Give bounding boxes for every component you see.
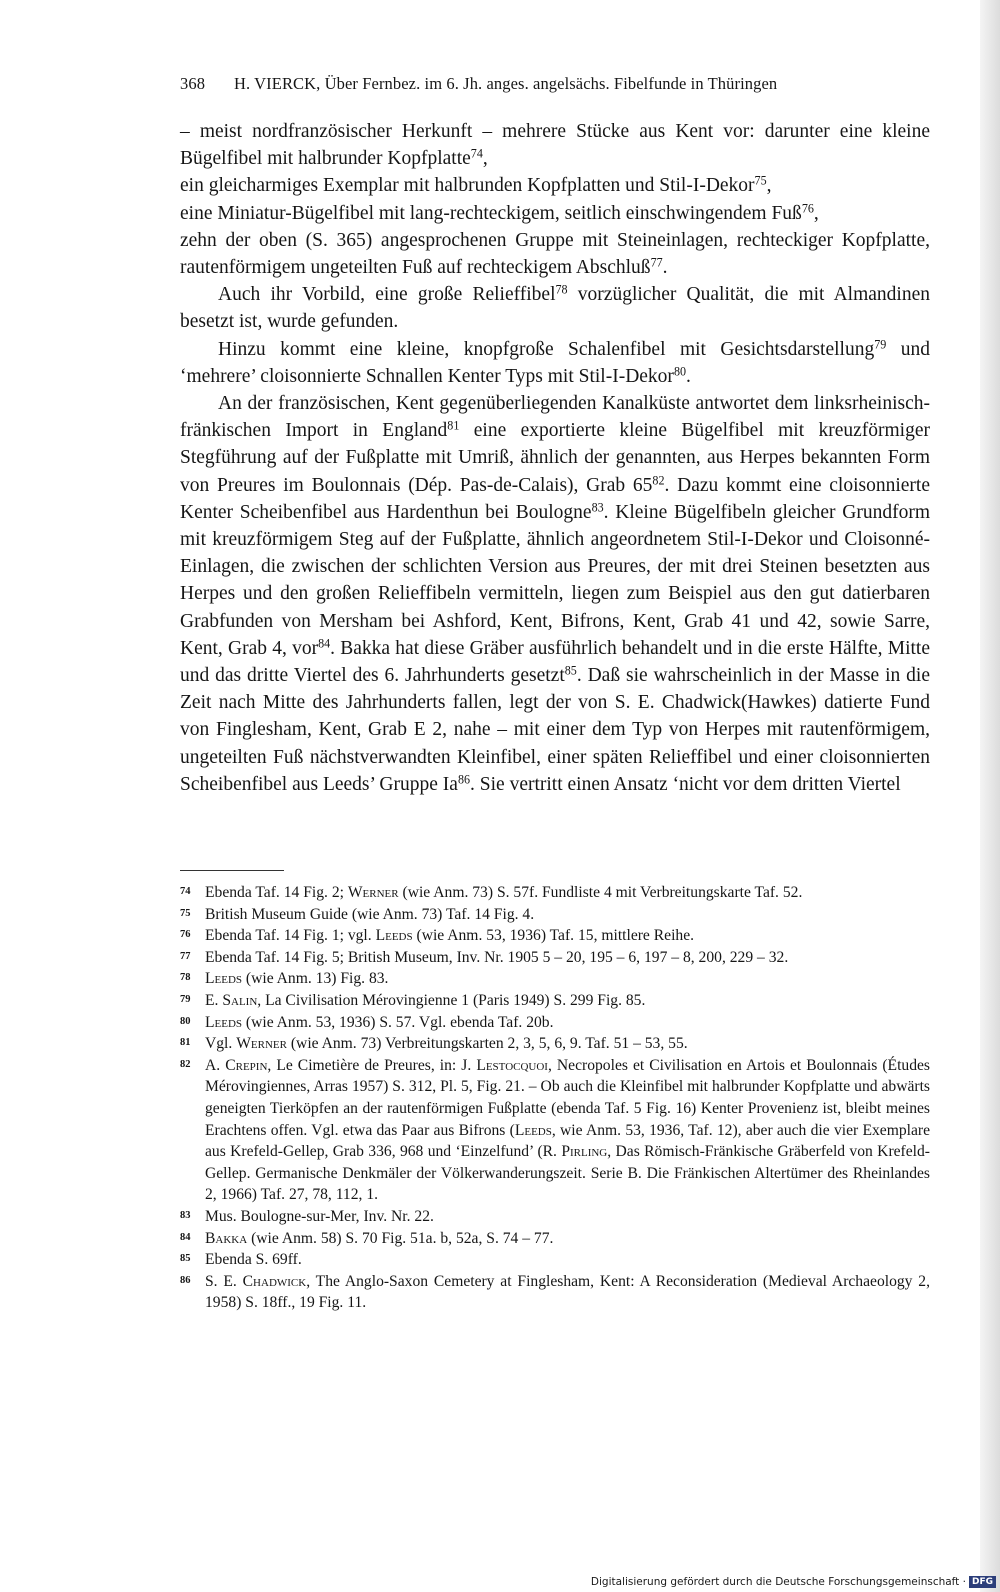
footnote-text: British Museum Guide (wie Anm. 73) Taf. 14 Fig. 4.	[205, 905, 535, 923]
footnote-number: 84	[180, 1231, 191, 1243]
footnote-ref-86[interactable]: 86	[457, 772, 471, 787]
page-number: 368	[180, 74, 206, 93]
footnote-number: 74	[180, 886, 191, 897]
footnote-text: , Das Römisch-Fränkische Gräberfeld von Krefeld-Gellep. Germanische Denkmäler der Völkerwanderungszeit. Serie B. Die Fränkischen Altertümer des Rheinlandes 2, 1966) Taf. 27, 78, 112, 1.	[205, 1143, 930, 1204]
p3-a: Hinzu kommt eine kleine, knopfgroße Schalenfibel mit Gesichtsdarstellung	[218, 338, 875, 360]
footnote-ref-75[interactable]: 75	[754, 173, 767, 188]
p4-d: . Kleine Bügelfibeln gleicher Grundform mit kreuzförmigem Steg auf der Fußplatte, ähnlich angeordnetem Stil-I-Dekor und Cloisonné-Einlagen, die zwischen der schlichten Version aus Preures, der mit drei Steinen besetzten aus Herpes und den großen Relieffibeln vermitteln, liegen zum Beispiel aus den gut datierbaren Grabfunden von Mersham bei Ashford, Kent, Bifrons, Kent, Grab 41 und 42, sowie Sarre, Kent, Grab 4, vor	[180, 501, 930, 659]
author-name: Crepin	[225, 1056, 268, 1074]
p1-b-end: ,	[766, 175, 772, 197]
footnote-83	[180, 1206, 930, 1228]
running-title: H. VIERCK, Über Fernbez. im 6. Jh. anges. angelsächs. Fibelfunde in Thüringen	[234, 74, 778, 93]
footnote-82	[180, 1055, 930, 1206]
p4-c: . Dazu kommt eine cloisonnierte Kenter Scheibenfibel aus Hardenthun bei Boulogne	[180, 474, 930, 523]
p3-b: und ‘mehrere’ cloisonnierte Schnallen Kenter Typs mit Stil-I-Dekor	[180, 338, 930, 387]
footnote-74	[180, 882, 930, 904]
p1-b: ein gleicharmiges Exemplar mit halbrunden Kopfplatten und Stil-I-Dekor	[180, 175, 755, 197]
footnote-text: (wie Anm. 53, 1936) Taf. 15, mittlere Reihe.	[412, 927, 695, 945]
p1-c: eine Miniatur-Bügelfibel mit lang-rechteckigem, seitlich einschwingendem Fuß	[180, 202, 802, 224]
footnote-number: 83	[180, 1209, 191, 1221]
footnote-text: E.	[205, 991, 223, 1009]
footnote-text: A.	[205, 1056, 226, 1074]
footnote-number: 80	[180, 1015, 191, 1027]
p1-c-end: ,	[813, 202, 819, 224]
footnote-number: 78	[180, 972, 191, 984]
p4-g: . Sie vertritt einen Ansatz ‘nicht vor dem dritten Viertel	[470, 773, 901, 795]
footnote-ref-78[interactable]: 78	[555, 282, 568, 297]
footnote-ref-82[interactable]: 82	[652, 473, 665, 487]
footnote-86	[180, 1271, 930, 1314]
p2-a: Auch ihr Vorbild, eine große Relieffibel	[218, 284, 556, 306]
p3-b-end: .	[686, 365, 691, 387]
credit-text: Digitalisierung gefördert durch die Deutsche Forschungsgemeinschaft ·	[590, 1576, 966, 1588]
author-name: Leeds	[205, 970, 243, 988]
p4-f: . Daß sie wahrscheinlich in der Masse in die Zeit nach Mitte des Jahrhunderts fallen, legt der von S. E. Chadwick(Hawkes) datierte Fund von Finglesham, Kent, Grab E 2, nahe – mit einer dem Typ von Herpes mit rautenförmigem, ungeteilten Fuß nächstverwandten Kleinfibel, einer späten Relieffibel und einer cloisonnierten Scheibenfibel aus Leeds’ Gruppe Ia	[180, 665, 930, 795]
footnote-number: 76	[180, 929, 191, 941]
footnote-text: , La Civilisation Mérovingienne 1 (Paris 1949) S. 299 Fig. 85.	[257, 991, 646, 1009]
footnote-78	[180, 968, 930, 990]
author-name: Leeds	[205, 1013, 243, 1031]
page-edge	[980, 0, 1000, 1592]
author-name: Bakka	[205, 1229, 248, 1247]
main-text	[180, 118, 930, 798]
footnote-text: (wie Anm. 73) Verbreitungskarten 2, 3, 5, 6, 9. Taf. 51 – 53, 55.	[286, 1035, 688, 1053]
footnote-ref-74[interactable]: 74	[470, 146, 483, 161]
footnote-text: , The Anglo-Saxon Cemetery at Finglesham, Kent: A Reconsideration (Medieval Archaeology 2, 1958) S. 18ff., 19 Fig. 11.	[205, 1272, 930, 1312]
footnote-81	[180, 1033, 930, 1055]
footnote-number: 77	[180, 950, 191, 962]
footnote-text: (wie Anm. 58) S. 70 Fig. 51a. b, 52a, S. 74 – 77.	[247, 1229, 554, 1247]
footnote-number: 86	[180, 1274, 191, 1286]
footnote-text: Ebenda Taf. 14 Fig. 2;	[205, 884, 348, 901]
footnote-ref-84[interactable]: 84	[318, 636, 331, 651]
footnote-ref-83[interactable]: 83	[591, 500, 604, 515]
footnote-text: , Necropoles et Civilisation en Artois et Boulonnais (Études Mérovingiennes, Arras 1957) S. 312, Pl. 5, Fig. 21. – Ob auch die Kleinfibel mit halbrunder Kopfplatte und abwärts geneigten Tierköpfen an der rautenförmigen Fußplatte (ebenda Taf. 5 Fig. 16) Kenter Provenienz ist, bleibt meines Erachtens offen. Vgl. etwa das Paar aus Bifrons (	[205, 1056, 930, 1139]
p4-e: . Bakka hat diese Gräber ausführlich behandelt und in die erste Hälfte, Mitte und das dritte Viertel des 6. Jahrhunderts gesetzt	[180, 637, 930, 687]
p1-a-end: ,	[482, 148, 488, 170]
footnote-76	[180, 925, 930, 947]
author-name: Leeds	[375, 927, 413, 945]
paragraph-2	[180, 281, 930, 335]
footnote-79	[180, 990, 930, 1012]
footnote-text: (wie Anm. 13) Fig. 83.	[242, 970, 389, 988]
footnotes	[180, 882, 930, 1314]
paragraph-1	[180, 118, 930, 281]
footnote-divider	[180, 870, 284, 871]
digitization-credit	[591, 1576, 996, 1588]
footnote-text: S. E.	[205, 1272, 243, 1290]
footnote-85	[180, 1249, 930, 1271]
footnote-number: 81	[180, 1037, 191, 1049]
footnote-ref-81[interactable]: 81	[447, 418, 460, 433]
footnote-text: Ebenda S. 69ff.	[205, 1251, 302, 1269]
paragraph-4	[180, 390, 930, 798]
p4-a: An der französischen, Kent gegenüberliegenden Kanalküste antwortet dem linksrheinisch-fränkischen Import in England	[180, 393, 930, 442]
p1-d: zehn der oben (S. 365) angesprochenen Gruppe mit Steineinlagen, rechteckiger Kopfplatte, rautenförmigem ungeteilten Fuß auf rechteckigem Abschluß	[180, 229, 930, 279]
author-name: Lestocquoi	[476, 1056, 548, 1074]
footnote-text: , Le Cimetière de Preures, in: J.	[267, 1056, 477, 1074]
footnote-ref-77[interactable]: 77	[650, 255, 663, 270]
footnote-text: Ebenda Taf. 14 Fig. 5; British Museum, Inv. Nr. 1905 5 – 20, 195 – 6, 197 – 8, 200, 229 – 32.	[205, 948, 789, 966]
author-name: Salin	[222, 991, 258, 1009]
footnote-text: , wie Anm. 53, 1936, Taf. 12), aber auch die vier Exemplare aus Krefeld-Gellep, Grab 336, 968 und ‘Einzelfund’ (R.	[205, 1121, 930, 1161]
running-header	[180, 74, 880, 94]
p4-b: eine exportierte kleine Bügelfibel mit kreuzförmiger Stegführung auf der Fußplatte mit Umriß, ähnlich der genannten, aus Herpes bekannten Form von Preures im Boulonnais (Dép. Pas-de-Calais), Grab 65	[180, 420, 931, 496]
footnote-ref-85[interactable]: 85	[564, 663, 577, 678]
p1-d-end: .	[662, 257, 668, 279]
footnote-ref-76[interactable]: 76	[801, 200, 814, 215]
p2-b: vorzüglicher Qualität, die mit Almandinen besetzt ist, wurde gefunden.	[180, 284, 930, 333]
footnote-ref-79[interactable]: 79	[874, 336, 887, 351]
footnote-number: 79	[180, 993, 191, 1005]
footnote-number: 85	[180, 1253, 191, 1265]
author-name: Pirling	[561, 1143, 608, 1161]
footnote-number: 75	[180, 907, 191, 919]
footnote-77	[180, 947, 930, 969]
footnote-84	[180, 1228, 930, 1250]
footnote-80	[180, 1012, 930, 1034]
p1-a: – meist nordfranzösischer Herkunft – mehrere Stücke aus Kent vor: darunter eine kleine Bügelfibel mit halbrunder Kopfplatte	[180, 121, 930, 170]
footnote-text: Vgl.	[205, 1035, 237, 1053]
footnote-ref-80[interactable]: 80	[673, 364, 687, 379]
footnote-number: 82	[180, 1058, 191, 1070]
footnote-text: (wie Anm. 53, 1936) S. 57. Vgl. ebenda Taf. 20b.	[242, 1013, 554, 1031]
footnote-text: (wie Anm. 73) S. 57f. Fundliste 4 mit Verbreitungskarte Taf. 52.	[398, 884, 803, 901]
author-name: Chadwick	[242, 1272, 307, 1290]
paragraph-3	[180, 336, 930, 390]
dfg-logo: DFG	[969, 1576, 996, 1588]
author-name: Leeds	[514, 1121, 552, 1139]
author-name: Werner	[236, 1035, 287, 1053]
footnote-75	[180, 904, 930, 926]
author-name: Werner	[347, 884, 399, 901]
footnote-text: Mus. Boulogne-sur-Mer, Inv. Nr. 22.	[205, 1207, 434, 1225]
footnote-text: Ebenda Taf. 14 Fig. 1; vgl.	[205, 927, 376, 945]
